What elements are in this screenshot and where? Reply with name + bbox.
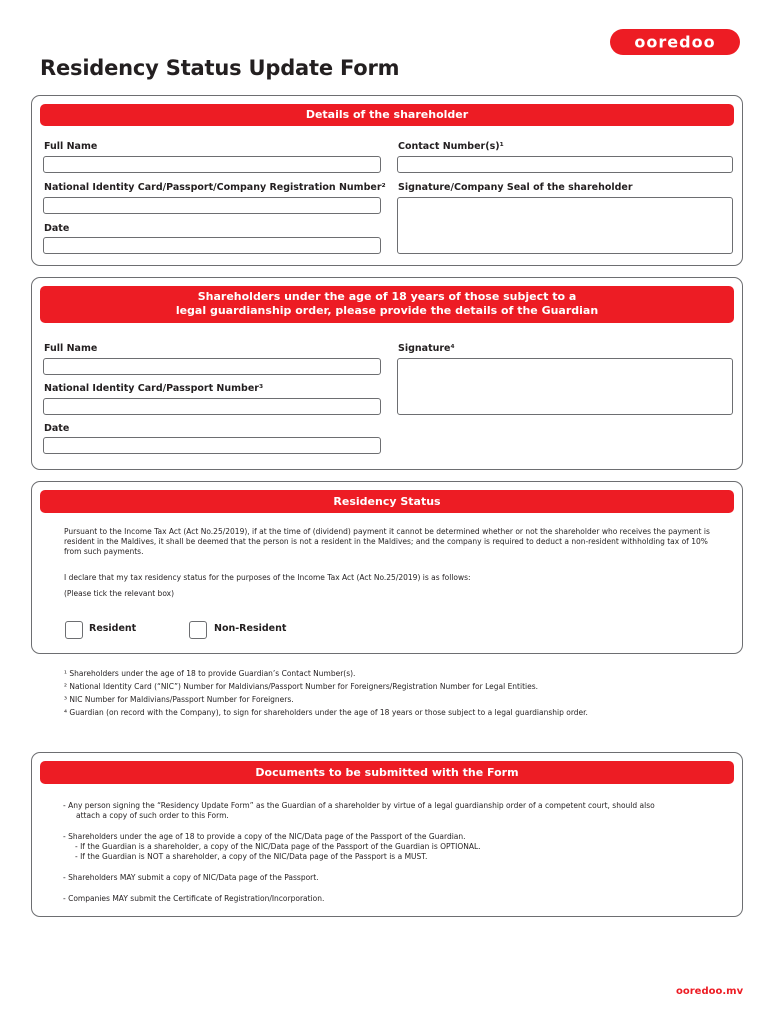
guardian-banner [40,286,734,323]
documents-item-2-sub-1: - If the Guardian is a shareholder, a copy of the NIC/Data page of the Passport of the Guardian is OPTIONAL. [75,842,481,851]
contact-number-label: Contact Number(s)¹ [398,141,504,152]
residency-paragraph: Pursuant to the Income Tax Act (Act No.25/2019), if at the time of (dividend) payment it cannot be determined whether or not the shareholder who receives the payment is resident in the Maldives, it shall be deemed that the person is not a resident in the Maldives; and the company is required to deduct a non-resident withholding tax of 10% from such payments. [64,527,710,556]
documents-section [31,752,743,917]
date-label: Date [44,223,70,234]
full-name-label: Full Name [44,141,98,152]
guardian-section [31,277,743,470]
guardian-signature-label: Signature⁴ [398,343,455,354]
residency-banner: Residency Status [40,490,734,513]
residency-section [31,481,743,654]
footnote-4: ⁴ Guardian (on record with the Company), to sign for shareholders under the age of 18 years or those subject to a legal guardianship order. [64,708,588,717]
guardian-date-label: Date [44,423,70,434]
guardian-banner-line1: Shareholders under the age of 18 years of those subject to a [197,290,577,303]
guardian-full-name-field[interactable] [43,358,381,375]
tick-instruction: (Please tick the relevant box) [64,589,175,598]
declaration-text: I declare that my tax residency status for the purposes of the Income Tax Act (Act No.25/2019) is as follows: [64,573,471,582]
date-field[interactable] [43,237,381,254]
nic-label: National Identity Card/Passport/Company Registration Number² [44,182,386,193]
resident-checkbox[interactable] [65,621,83,639]
page-title: Residency Status Update Form [40,56,400,80]
non-resident-checkbox[interactable] [189,621,207,639]
guardian-banner-line2: legal guardianship order, please provide the details of the Guardian [175,304,599,317]
ooredoo-logo [610,29,740,55]
guardian-nic-label: National Identity Card/Passport Number³ [44,383,264,394]
full-name-field[interactable] [43,156,381,173]
guardian-signature-box[interactable] [397,358,733,415]
guardian-date-field[interactable] [43,437,381,454]
resident-label: Resident [89,623,137,634]
documents-item-2-sub-2: - If the Guardian is NOT a shareholder, a copy of the NIC/Data page of the Passport is a MUST. [75,852,428,861]
documents-item-1: - Any person signing the “Residency Update Form” as the Guardian of a shareholder by virtue of a legal guardianship order of a competent court, should also [63,801,655,810]
website-link[interactable]: ooredoo.mv [676,986,744,997]
shareholder-banner: Details of the shareholder [40,104,734,126]
shareholder-section [31,95,743,266]
logo-text: ooredoo [634,32,716,52]
signature-label: Signature/Company Seal of the shareholder [398,182,633,193]
signature-box[interactable] [397,197,733,254]
documents-item-4: - Companies MAY submit the Certificate of Registration/Incorporation. [63,894,325,903]
documents-item-2: - Shareholders under the age of 18 to provide a copy of the NIC/Data page of the Passport of the Guardian. [63,832,466,841]
non-resident-label: Non-Resident [214,623,287,634]
guardian-full-name-label: Full Name [44,343,98,354]
footnote-2: ² National Identity Card (“NIC”) Number for Maldivians/Passport Number for Foreigners/Registration Number for Legal Entities. [64,682,539,691]
documents-item-3: - Shareholders MAY submit a copy of NIC/Data page of the Passport. [63,873,319,882]
footnote-1: ¹ Shareholders under the age of 18 to provide Guardian’s Contact Number(s). [64,669,356,678]
documents-item-1-cont: attach a copy of such order to this Form. [76,811,229,820]
nic-field[interactable] [43,197,381,214]
footnote-3: ³ NIC Number for Maldivians/Passport Number for Foreigners. [64,695,294,704]
guardian-nic-field[interactable] [43,398,381,415]
documents-banner: Documents to be submitted with the Form [40,761,734,784]
contact-number-field[interactable] [397,156,733,173]
